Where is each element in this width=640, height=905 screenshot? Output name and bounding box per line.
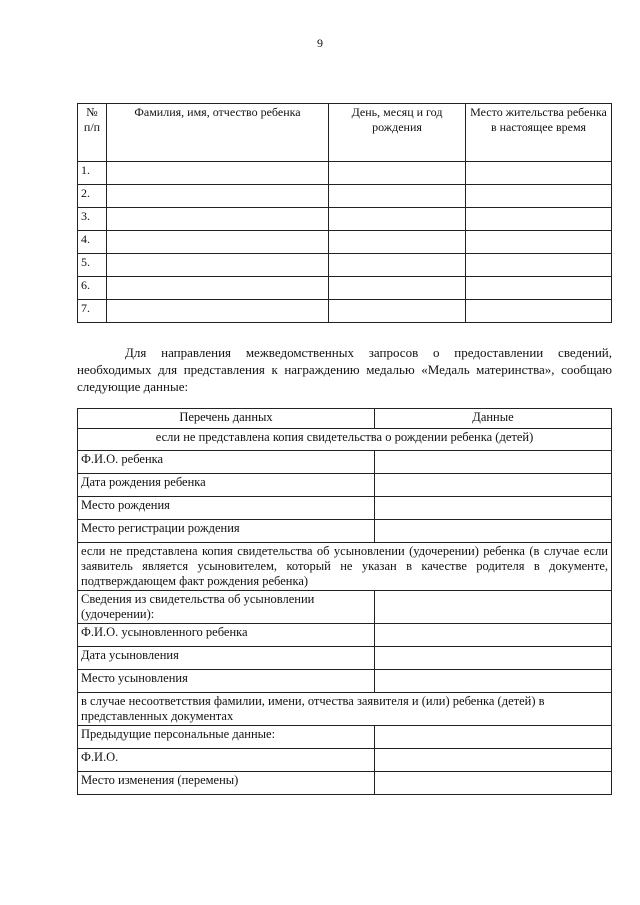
table-row: [78, 591, 612, 624]
page-number: 9: [317, 36, 323, 50]
cell-birth[interactable]: [329, 300, 466, 323]
cell-birth[interactable]: [329, 277, 466, 300]
table-row: [78, 451, 612, 474]
cell-birth[interactable]: [329, 231, 466, 254]
row-label: Место усыновления: [78, 670, 375, 693]
row-value[interactable]: [375, 749, 612, 772]
table-row: [78, 520, 612, 543]
section-row: [78, 543, 612, 591]
cell-birth[interactable]: [329, 208, 466, 231]
cell-name[interactable]: [107, 277, 329, 300]
row-label: Дата рождения ребенка: [78, 474, 375, 497]
table-row: [78, 231, 612, 254]
data-table-header: [78, 409, 612, 429]
table-row: [78, 254, 612, 277]
table-row: [78, 624, 612, 647]
table-row: [78, 162, 612, 185]
cell-residence[interactable]: [466, 300, 612, 323]
cell-residence[interactable]: [466, 162, 612, 185]
row-number: 2.: [78, 185, 107, 208]
row-label: Предыдущие персональные данные:: [78, 726, 375, 749]
table-row: [78, 185, 612, 208]
row-value[interactable]: [375, 591, 612, 624]
row-number: 7.: [78, 300, 107, 323]
intro-paragraph: [77, 344, 612, 395]
data-table: [77, 408, 612, 795]
table-row: [78, 670, 612, 693]
cell-name[interactable]: [107, 231, 329, 254]
table-row: [78, 497, 612, 520]
row-value[interactable]: [375, 497, 612, 520]
section-row: [78, 693, 612, 726]
row-label: Ф.И.О. ребенка: [78, 451, 375, 474]
row-value[interactable]: [375, 772, 612, 795]
cell-residence[interactable]: [466, 185, 612, 208]
table-row: [78, 474, 612, 497]
section-adoption-certificate: если не представлена копия свидетельства об усыновлении (удочерении) ребенка (в случае если заявитель является усыновителем, который не указан в качестве родителя в документе, подтверждающем факт рождения ребенка): [78, 543, 612, 591]
header-data: Данные: [375, 409, 612, 429]
cell-name[interactable]: [107, 185, 329, 208]
section-name-mismatch: в случае несоответствия фамилии, имени, отчества заявителя и (или) ребенка (детей) в представленных документах: [78, 693, 612, 726]
section-row: [78, 429, 612, 451]
header-number: № п/п: [78, 104, 107, 162]
row-number: 4.: [78, 231, 107, 254]
row-value[interactable]: [375, 726, 612, 749]
table-row: [78, 208, 612, 231]
cell-residence[interactable]: [466, 208, 612, 231]
row-label: Место изменения (перемены): [78, 772, 375, 795]
row-label: Место регистрации рождения: [78, 520, 375, 543]
cell-birth[interactable]: [329, 254, 466, 277]
table-row: [78, 277, 612, 300]
row-value[interactable]: [375, 520, 612, 543]
cell-name[interactable]: [107, 254, 329, 277]
row-label: Ф.И.О.: [78, 749, 375, 772]
table-row: [78, 647, 612, 670]
row-value[interactable]: [375, 624, 612, 647]
cell-residence[interactable]: [466, 231, 612, 254]
cell-birth[interactable]: [329, 162, 466, 185]
row-label: Сведения из свидетельства об усыновлении (удочерении):: [78, 591, 375, 624]
header-full-name: Фамилия, имя, отчество ребенка: [107, 104, 329, 162]
children-table: [77, 103, 612, 323]
cell-name[interactable]: [107, 300, 329, 323]
cell-residence[interactable]: [466, 254, 612, 277]
header-residence: Место жительства ребенка в настоящее время: [466, 104, 612, 162]
table-row: [78, 772, 612, 795]
intro-text: Для направления межведомственных запросов о предоставлении сведений, необходимых для представления к награждению медалью «Медаль материнства», сообщаю следующие данные:: [77, 345, 612, 394]
row-number: 5.: [78, 254, 107, 277]
row-value[interactable]: [375, 451, 612, 474]
cell-name[interactable]: [107, 162, 329, 185]
children-table-header: [78, 104, 612, 162]
row-number: 6.: [78, 277, 107, 300]
cell-name[interactable]: [107, 208, 329, 231]
header-data-list: Перечень данных: [78, 409, 375, 429]
row-label: Место рождения: [78, 497, 375, 520]
section-birth-certificate: если не представлена копия свидетельства о рождении ребенка (детей): [78, 429, 612, 451]
row-number: 3.: [78, 208, 107, 231]
cell-residence[interactable]: [466, 277, 612, 300]
row-label: Дата усыновления: [78, 647, 375, 670]
header-birth-date: День, месяц и год рождения: [329, 104, 466, 162]
row-label: Ф.И.О. усыновленного ребенка: [78, 624, 375, 647]
row-value[interactable]: [375, 670, 612, 693]
table-row: [78, 726, 612, 749]
cell-birth[interactable]: [329, 185, 466, 208]
row-value[interactable]: [375, 647, 612, 670]
table-row: [78, 300, 612, 323]
row-number: 1.: [78, 162, 107, 185]
row-value[interactable]: [375, 474, 612, 497]
table-row: [78, 749, 612, 772]
